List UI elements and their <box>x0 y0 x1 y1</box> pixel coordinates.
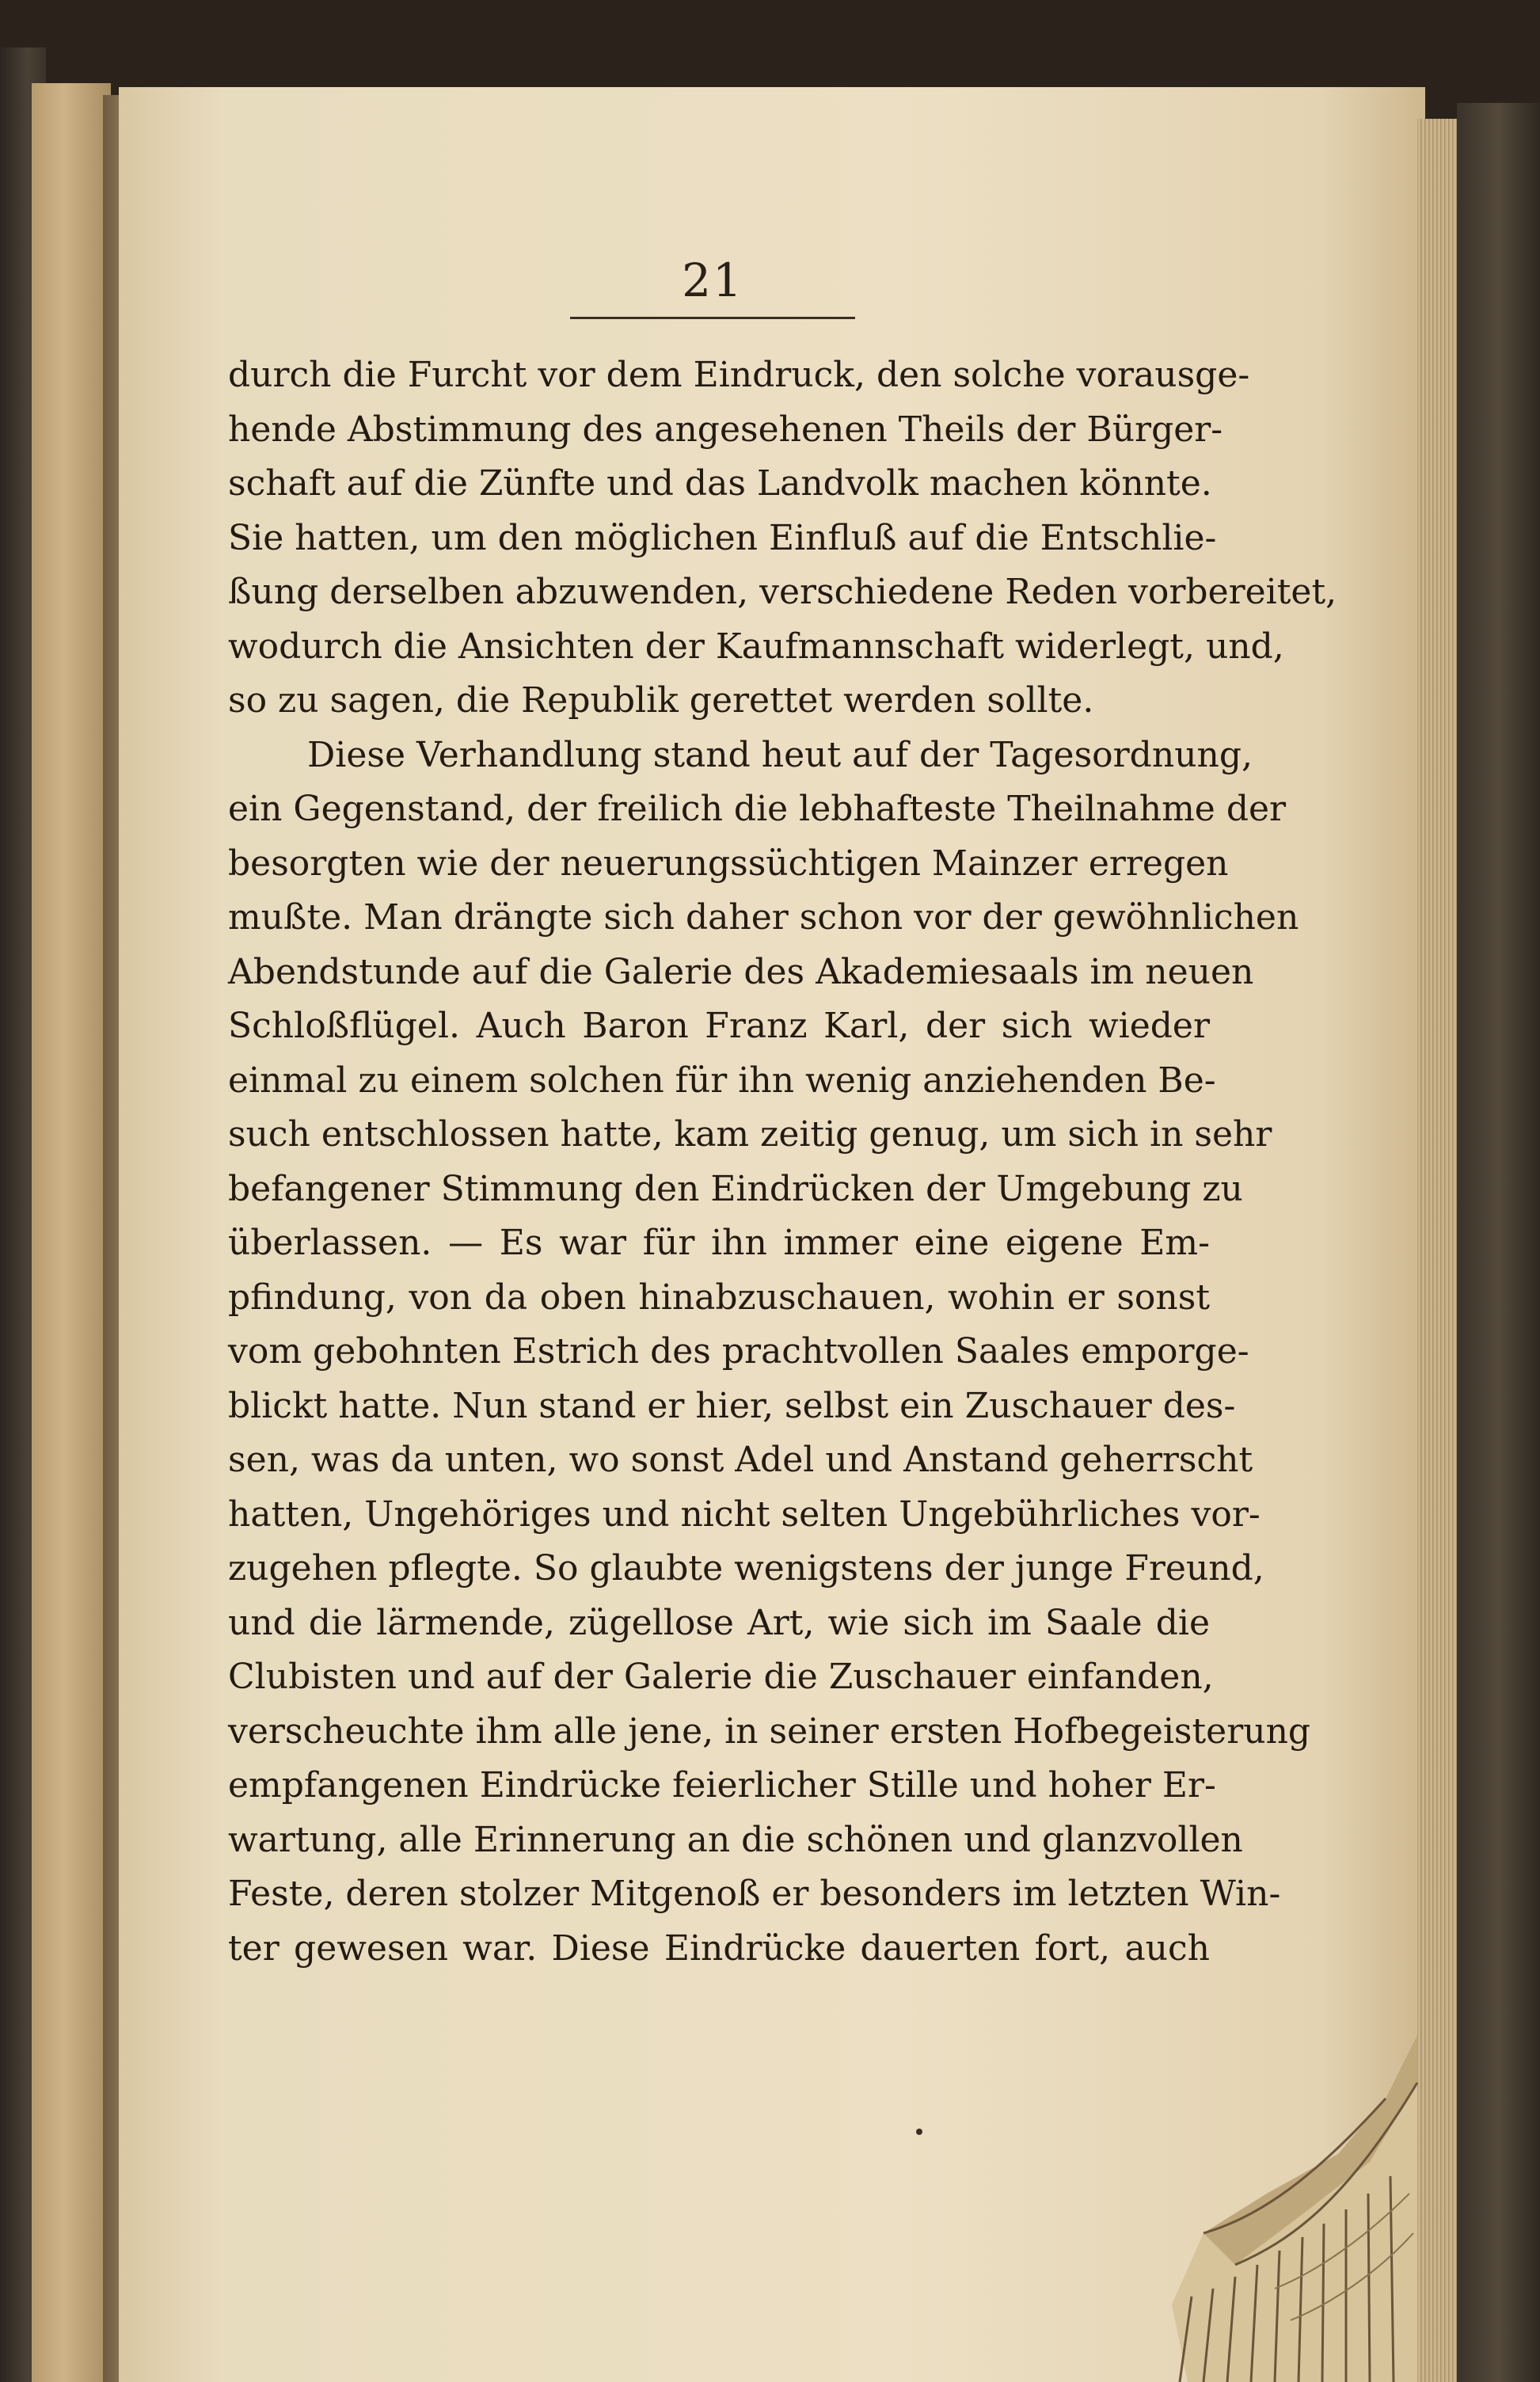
text-line: blickt hatte. Nun stand er hier, selbst ein Zuschauer des- <box>228 1385 1236 1426</box>
text-line: einmal zu einem solchen für ihn wenig anziehenden Be- <box>228 1060 1216 1101</box>
text-line: Feste, deren stolzer Mitgenoß er besonders im letzten Win- <box>228 1874 1281 1914</box>
text-line: zugehen pflegte. So glaubte wenigstens der junge Freund, <box>228 1548 1264 1589</box>
page-number: 21 <box>682 253 743 307</box>
left-page-edge <box>32 83 111 2382</box>
text-line: schaft auf die Zünfte und das Landvolk machen könnte. <box>228 463 1212 504</box>
text-line: überlassen. — Es war für ihn immer eine eigene Em- <box>228 1223 1210 1263</box>
text-line: verscheuchte ihm alle jene, in seiner ersten Hofbegeisterung <box>228 1710 1311 1752</box>
text-line: such entschlossen hatte, kam zeitig genug, um sich in sehr <box>228 1114 1272 1155</box>
text-line: ßung derselben abzuwenden, verschiedene Reden vorbereitet, <box>228 572 1337 612</box>
text-line: ter gewesen war. Diese Eindrücke dauerten fort, auch <box>228 1927 1210 1969</box>
text-line: mußte. Man drängte sich daher schon vor der gewöhnlichen <box>228 897 1299 938</box>
text-line: wodurch die Ansichten der Kaufmannschaft widerlegt, und, <box>228 626 1284 667</box>
text-line: hende Abstimmung des angesehenen Theils der Bürger- <box>228 409 1223 450</box>
text-line: empfangenen Eindrücke feierlicher Stille und hoher Er- <box>228 1765 1216 1806</box>
text-line: Schloßflügel. Auch Baron Franz Karl, der sich wieder <box>228 1006 1210 1046</box>
text-line: befangener Stimmung den Eindrücken der Umgebung zu <box>228 1168 1243 1209</box>
text-line: Clubisten und auf der Galerie die Zuschauer einfanden, <box>228 1657 1214 1697</box>
text-line: ein Gegenstand, der freilich die lebhafteste Theilnahme der <box>228 789 1287 829</box>
text-line: so zu sagen, die Republik gerettet werden sollte. <box>228 680 1094 721</box>
right-book-cover <box>1457 103 1540 2382</box>
text-line: sen, was da unten, wo sonst Adel und Anstand geherrscht <box>228 1440 1253 1480</box>
text-line: hatten, Ungehöriges und nicht selten Ungebührliches vor- <box>228 1494 1261 1535</box>
header-rule <box>570 317 855 319</box>
page-corner-curl <box>1156 2035 1417 2382</box>
text-line: und die lärmende, zügellose Art, wie sich im Saale die <box>228 1602 1210 1643</box>
text-line: Diese Verhandlung stand heut auf der Tagesordnung, <box>307 734 1253 775</box>
text-line: vom gebohnten Estrich des prachtvollen Saales emporge- <box>228 1331 1249 1372</box>
text-line: besorgten wie der neuerungssüchtigen Mainzer erregen <box>228 843 1229 884</box>
body-text <box>228 348 1337 1976</box>
text-line: Sie hatten, um den möglichen Einfluß auf die Entschlie- <box>228 517 1217 558</box>
text-line: Abendstunde auf die Galerie des Akademiesaals im neuen <box>228 951 1254 992</box>
text-line: wartung, alle Erinnerung an die schönen und glanzvollen <box>228 1819 1243 1860</box>
page-stack-edge <box>1417 119 1461 2382</box>
ink-speck <box>916 2129 922 2135</box>
text-line: pfindung, von da oben hinabzuschauen, wohin er sonst <box>228 1277 1210 1318</box>
text-line: durch die Furcht vor dem Eindruck, den solche vorausge- <box>228 355 1250 395</box>
